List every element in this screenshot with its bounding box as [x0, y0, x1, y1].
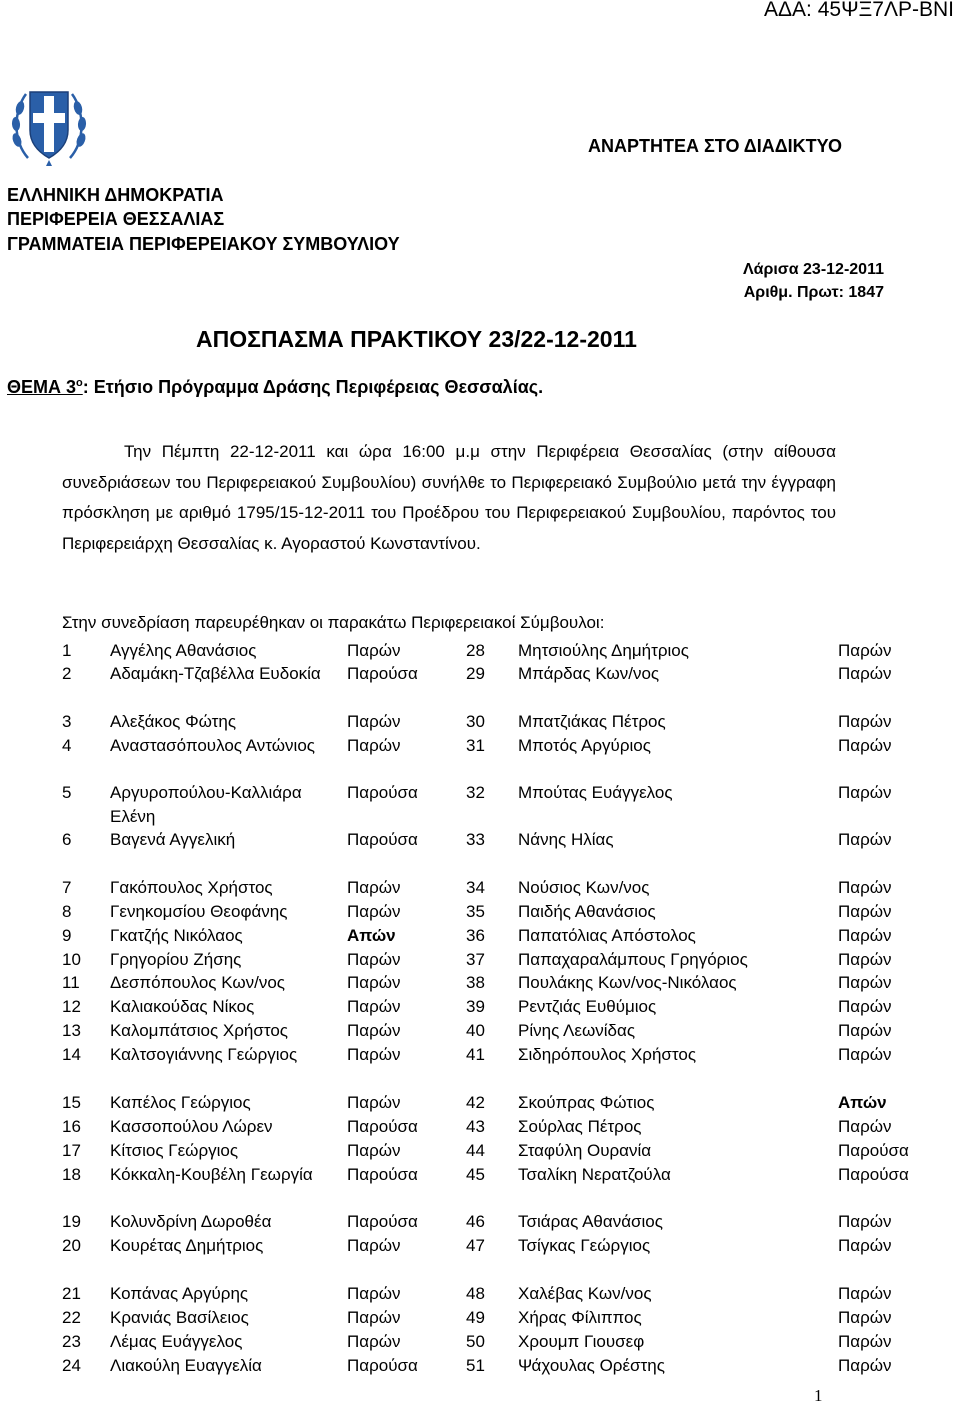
member-number: 10 [62, 950, 81, 969]
member-number: 51 [466, 1356, 485, 1375]
member-status: Παρών [838, 783, 892, 802]
member-status: Παρών [838, 1021, 892, 1040]
member-status: Παρών [838, 712, 892, 731]
member-status: Απών [838, 1093, 887, 1112]
member-name: Καλτσογιάννης Γεώργιος [110, 1045, 298, 1064]
member-status: Παρών [347, 641, 401, 660]
member-name: Κοπάνας Αργύρης [110, 1284, 249, 1303]
page-number: 1 [814, 1386, 823, 1405]
member-number: 21 [62, 1284, 81, 1303]
member-status: Παρών [347, 878, 401, 897]
member-number: 5 [62, 783, 72, 802]
member-name: Ψάχουλας Ορέστης [518, 1356, 665, 1375]
member-number: 29 [466, 664, 485, 683]
member-number: 47 [466, 1236, 485, 1255]
member-number: 38 [466, 973, 485, 992]
member-name: Παπατόλιας Απόστολος [518, 926, 696, 945]
member-number: 50 [466, 1332, 485, 1351]
member-name: Σούρλας Πέτρος [518, 1117, 642, 1136]
member-name: Αδαμάκη-Τζαβέλλα Ευδοκία [110, 664, 321, 683]
member-number: 46 [466, 1212, 485, 1231]
member-number: 34 [466, 878, 485, 897]
member-status: Απών [347, 926, 396, 945]
member-status: Παρών [347, 973, 401, 992]
member-status: Παρών [838, 1284, 892, 1303]
member-status: Παρών [838, 926, 892, 945]
member-status: Παρών [838, 1332, 892, 1351]
member-number: 41 [466, 1045, 485, 1064]
member-name: Σκούπρας Φώτιος [518, 1093, 655, 1112]
member-number: 22 [62, 1308, 81, 1327]
member-name: Μητσιούλης Δημήτριος [518, 641, 689, 660]
place-date: Λάρισα 23-12-2011 [742, 261, 884, 278]
member-name: Παιδής Αθανάσιος [518, 902, 656, 921]
member-status: Παρών [347, 1308, 401, 1327]
member-name: Καλομπάτσιος Χρήστος [110, 1021, 288, 1040]
member-status: Παρών [347, 902, 401, 921]
member-status: Παρούσα [347, 783, 418, 802]
member-number: 37 [466, 950, 485, 969]
member-status: Παρών [838, 1212, 892, 1231]
member-number: 39 [466, 997, 485, 1016]
member-status: Παρούσα [347, 1356, 418, 1375]
member-status: Παρών [347, 1284, 401, 1303]
member-name: Κουρέτας Δημήτριος [110, 1236, 264, 1255]
member-name: Βαγενά Αγγελική [110, 830, 236, 849]
member-name: Γακόπουλος Χρήστος [110, 878, 273, 897]
member-number: 23 [62, 1332, 81, 1351]
member-name: Μπάρδας Κων/νος [518, 664, 660, 683]
member-number: 45 [466, 1165, 485, 1184]
member-status: Παρούσα [838, 1165, 909, 1184]
member-name: Αργυροπούλου-Καλλιάρα Ελένη [110, 783, 302, 826]
member-status: Παρών [838, 664, 892, 683]
member-number: 6 [62, 830, 72, 849]
member-number: 13 [62, 1021, 81, 1040]
member-status: Παρών [838, 830, 892, 849]
member-status: Παρών [838, 950, 892, 969]
member-number: 17 [62, 1141, 81, 1160]
member-status: Παρών [838, 1236, 892, 1255]
member-status: Παρούσα [838, 1141, 909, 1160]
member-status: Παρών [347, 712, 401, 731]
member-name: Καπέλος Γεώργιος [110, 1093, 251, 1112]
member-name: Γενηκομσίου Θεοφάνης [110, 902, 288, 921]
member-status: Παρών [347, 1021, 401, 1040]
member-number: 16 [62, 1117, 81, 1136]
member-name: Λέμας Ευάγγελος [110, 1332, 243, 1351]
member-status: Παρών [347, 1093, 401, 1112]
member-status: Παρών [838, 1308, 892, 1327]
member-name: Νάνης Ηλίας [518, 830, 614, 849]
member-number: 20 [62, 1236, 81, 1255]
member-name: Νούσιος Κων/νος [518, 878, 650, 897]
header-secretariat: ΓΡΑΜΜΑΤΕΙΑ ΠΕΡΙΦΕΡΕΙΑΚΟΥ ΣΥΜΒΟΥΛΙΟΥ [7, 234, 400, 254]
member-status: Παρών [347, 1045, 401, 1064]
member-status: Παρών [347, 1332, 401, 1351]
member-status: Παρών [347, 1141, 401, 1160]
member-number: 32 [466, 783, 485, 802]
member-name: Σιδηρόπουλος Χρήστος [518, 1045, 697, 1064]
member-status: Παρών [838, 973, 892, 992]
member-name: Μποτός Αργύριος [518, 736, 651, 755]
member-number: 2 [62, 664, 72, 683]
member-number: 42 [466, 1093, 485, 1112]
member-status: Παρών [838, 902, 892, 921]
member-status: Παρών [347, 950, 401, 969]
member-number: 31 [466, 736, 485, 755]
member-status: Παρών [347, 1236, 401, 1255]
member-name: Παπαχαραλάμπους Γρηγόριος [518, 950, 748, 969]
member-name: Κίτσιος Γεώργιος [110, 1141, 239, 1160]
member-number: 30 [466, 712, 485, 731]
member-number: 40 [466, 1021, 485, 1040]
member-name: Τσιάρας Αθανάσιος [518, 1212, 663, 1231]
attendance-intro: Στην συνεδρίαση παρευρέθηκαν οι παρακάτω Περιφερειακοί Σύμβουλοι: [62, 613, 605, 632]
member-name: Αγγέλης Αθανάσιος [110, 641, 257, 660]
member-status: Παρούσα [347, 830, 418, 849]
member-name: Κολυνδρίνη Δωροθέα [110, 1212, 272, 1231]
member-status: Παρών [347, 736, 401, 755]
member-name: Τσαλίκη Νερατζούλα [518, 1165, 671, 1184]
member-number: 36 [466, 926, 485, 945]
member-status: Παρών [838, 641, 892, 660]
member-number: 14 [62, 1045, 81, 1064]
header-region: ΠΕΡΙΦΕΡΕΙΑ ΘΕΣΣΑΛΙΑΣ [7, 209, 225, 229]
member-status: Παρών [838, 1045, 892, 1064]
protocol-number: Αριθμ. Πρωτ: 1847 [743, 284, 884, 301]
member-number: 1 [62, 641, 72, 660]
subject-text: : Ετήσιο Πρόγραμμα Δράσης Περιφέρειας Θεσσαλίας. [82, 377, 544, 397]
member-number: 11 [62, 973, 80, 992]
member-name: Τσίγκας Γεώργιος [518, 1236, 651, 1255]
header-republic: ΕΛΛΗΝΙΚΗ ΔΗΜΟΚΡΑΤΙΑ [7, 185, 224, 205]
member-number: 48 [466, 1284, 485, 1303]
member-name: Χήρας Φίλιππος [518, 1308, 642, 1327]
member-name: Κρανιάς Βασίλειος [110, 1308, 249, 1327]
member-number: 3 [62, 712, 72, 731]
member-name: Καλιακούδας Νίκος [110, 997, 255, 1016]
member-number: 7 [62, 878, 72, 897]
member-status: Παρών [838, 997, 892, 1016]
member-number: 44 [466, 1141, 485, 1160]
member-name: Ρίνης Λεωνίδας [518, 1021, 636, 1040]
subject-label: ΘΕΜΑ $3^o$ [7, 377, 83, 397]
member-name: Μπούτας Ευάγγελος [518, 783, 673, 802]
member-number: 43 [466, 1117, 485, 1136]
member-name: Σταφύλη Ουρανία [518, 1141, 652, 1160]
member-name: Χαλέβας Κων/νος [518, 1284, 652, 1303]
member-name: Αναστασόπουλος Αντώνιος [110, 736, 315, 755]
member-status: Παρούσα [347, 1165, 418, 1184]
member-number: 4 [62, 736, 72, 755]
member-number: 12 [62, 997, 81, 1016]
member-name: Γκατζής Νικόλαος [110, 926, 243, 945]
member-status: Παρών [838, 1117, 892, 1136]
member-number: 8 [62, 902, 72, 921]
member-status: Παρούσα [347, 1212, 418, 1231]
member-number: 24 [62, 1356, 81, 1375]
member-name: Κόκκαλη-Κουβέλη Γεωργία [110, 1165, 313, 1184]
member-number: 49 [466, 1308, 485, 1327]
member-name: Γρηγορίου Ζήσης [110, 950, 242, 969]
member-status: Παρούσα [347, 1117, 418, 1136]
member-name: Ρεντζιάς Ευθύμιος [518, 997, 657, 1016]
member-name: Πουλάκης Κων/νος-Νικόλαος [518, 973, 737, 992]
member-number: 33 [466, 830, 485, 849]
member-number: 19 [62, 1212, 81, 1231]
member-number: 9 [62, 926, 72, 945]
member-name: Μπατζιάκας Πέτρος [518, 712, 666, 731]
member-name: Χρουμπ Γιουσεφ [518, 1332, 645, 1351]
member-number: 15 [62, 1093, 81, 1112]
member-status: Παρών [838, 736, 892, 755]
ada-code: ΑΔΑ: 45ΨΞ7ΛΡ-ΒΝΙ [764, 0, 954, 21]
member-status: Παρών [838, 878, 892, 897]
member-status: Παρών [838, 1356, 892, 1375]
excerpt-title: ΑΠΟΣΠΑΣΜΑ ΠΡΑΚΤΙΚΟΥ 23/22-12-2011 [196, 326, 637, 352]
member-number: 28 [466, 641, 485, 660]
member-name: Λιακούλη Ευαγγελία [110, 1356, 262, 1375]
member-name: Αλεξάκος Φώτης [110, 712, 237, 731]
member-status: Παρούσα [347, 664, 418, 683]
member-name: Δεσπόπουλος Κων/νος [110, 973, 285, 992]
member-number: 35 [466, 902, 485, 921]
online-posting-notice: ΑΝΑΡΤΗΤΕΑ ΣΤΟ ΔΙΑΔΙΚΤΥΟ [588, 136, 842, 156]
session-paragraph-text: Την Πέμπτη 22-12-2011 και ώρα 16:00 μ.μ στην Περιφέρεια Θεσσαλίας (στην αίθουσα συνεδριάσεων του Περιφερειακού Συμβουλίου) συνήλθε το Περιφερειακό Συμβούλιο μετά την έγγραφη πρόσκληση με αριθμό 1795/15-12-2011 του Προέδρου του Περιφερειακού Συμβουλίου, παρόντος του Περιφερειάρχη Θεσσαλίας κ. Αγοραστού Κωνσταντίνου. [62, 442, 836, 553]
member-status: Παρών [347, 997, 401, 1016]
member-name: Κασσοπούλου Λώρεν [110, 1117, 273, 1136]
member-number: 18 [62, 1165, 81, 1184]
